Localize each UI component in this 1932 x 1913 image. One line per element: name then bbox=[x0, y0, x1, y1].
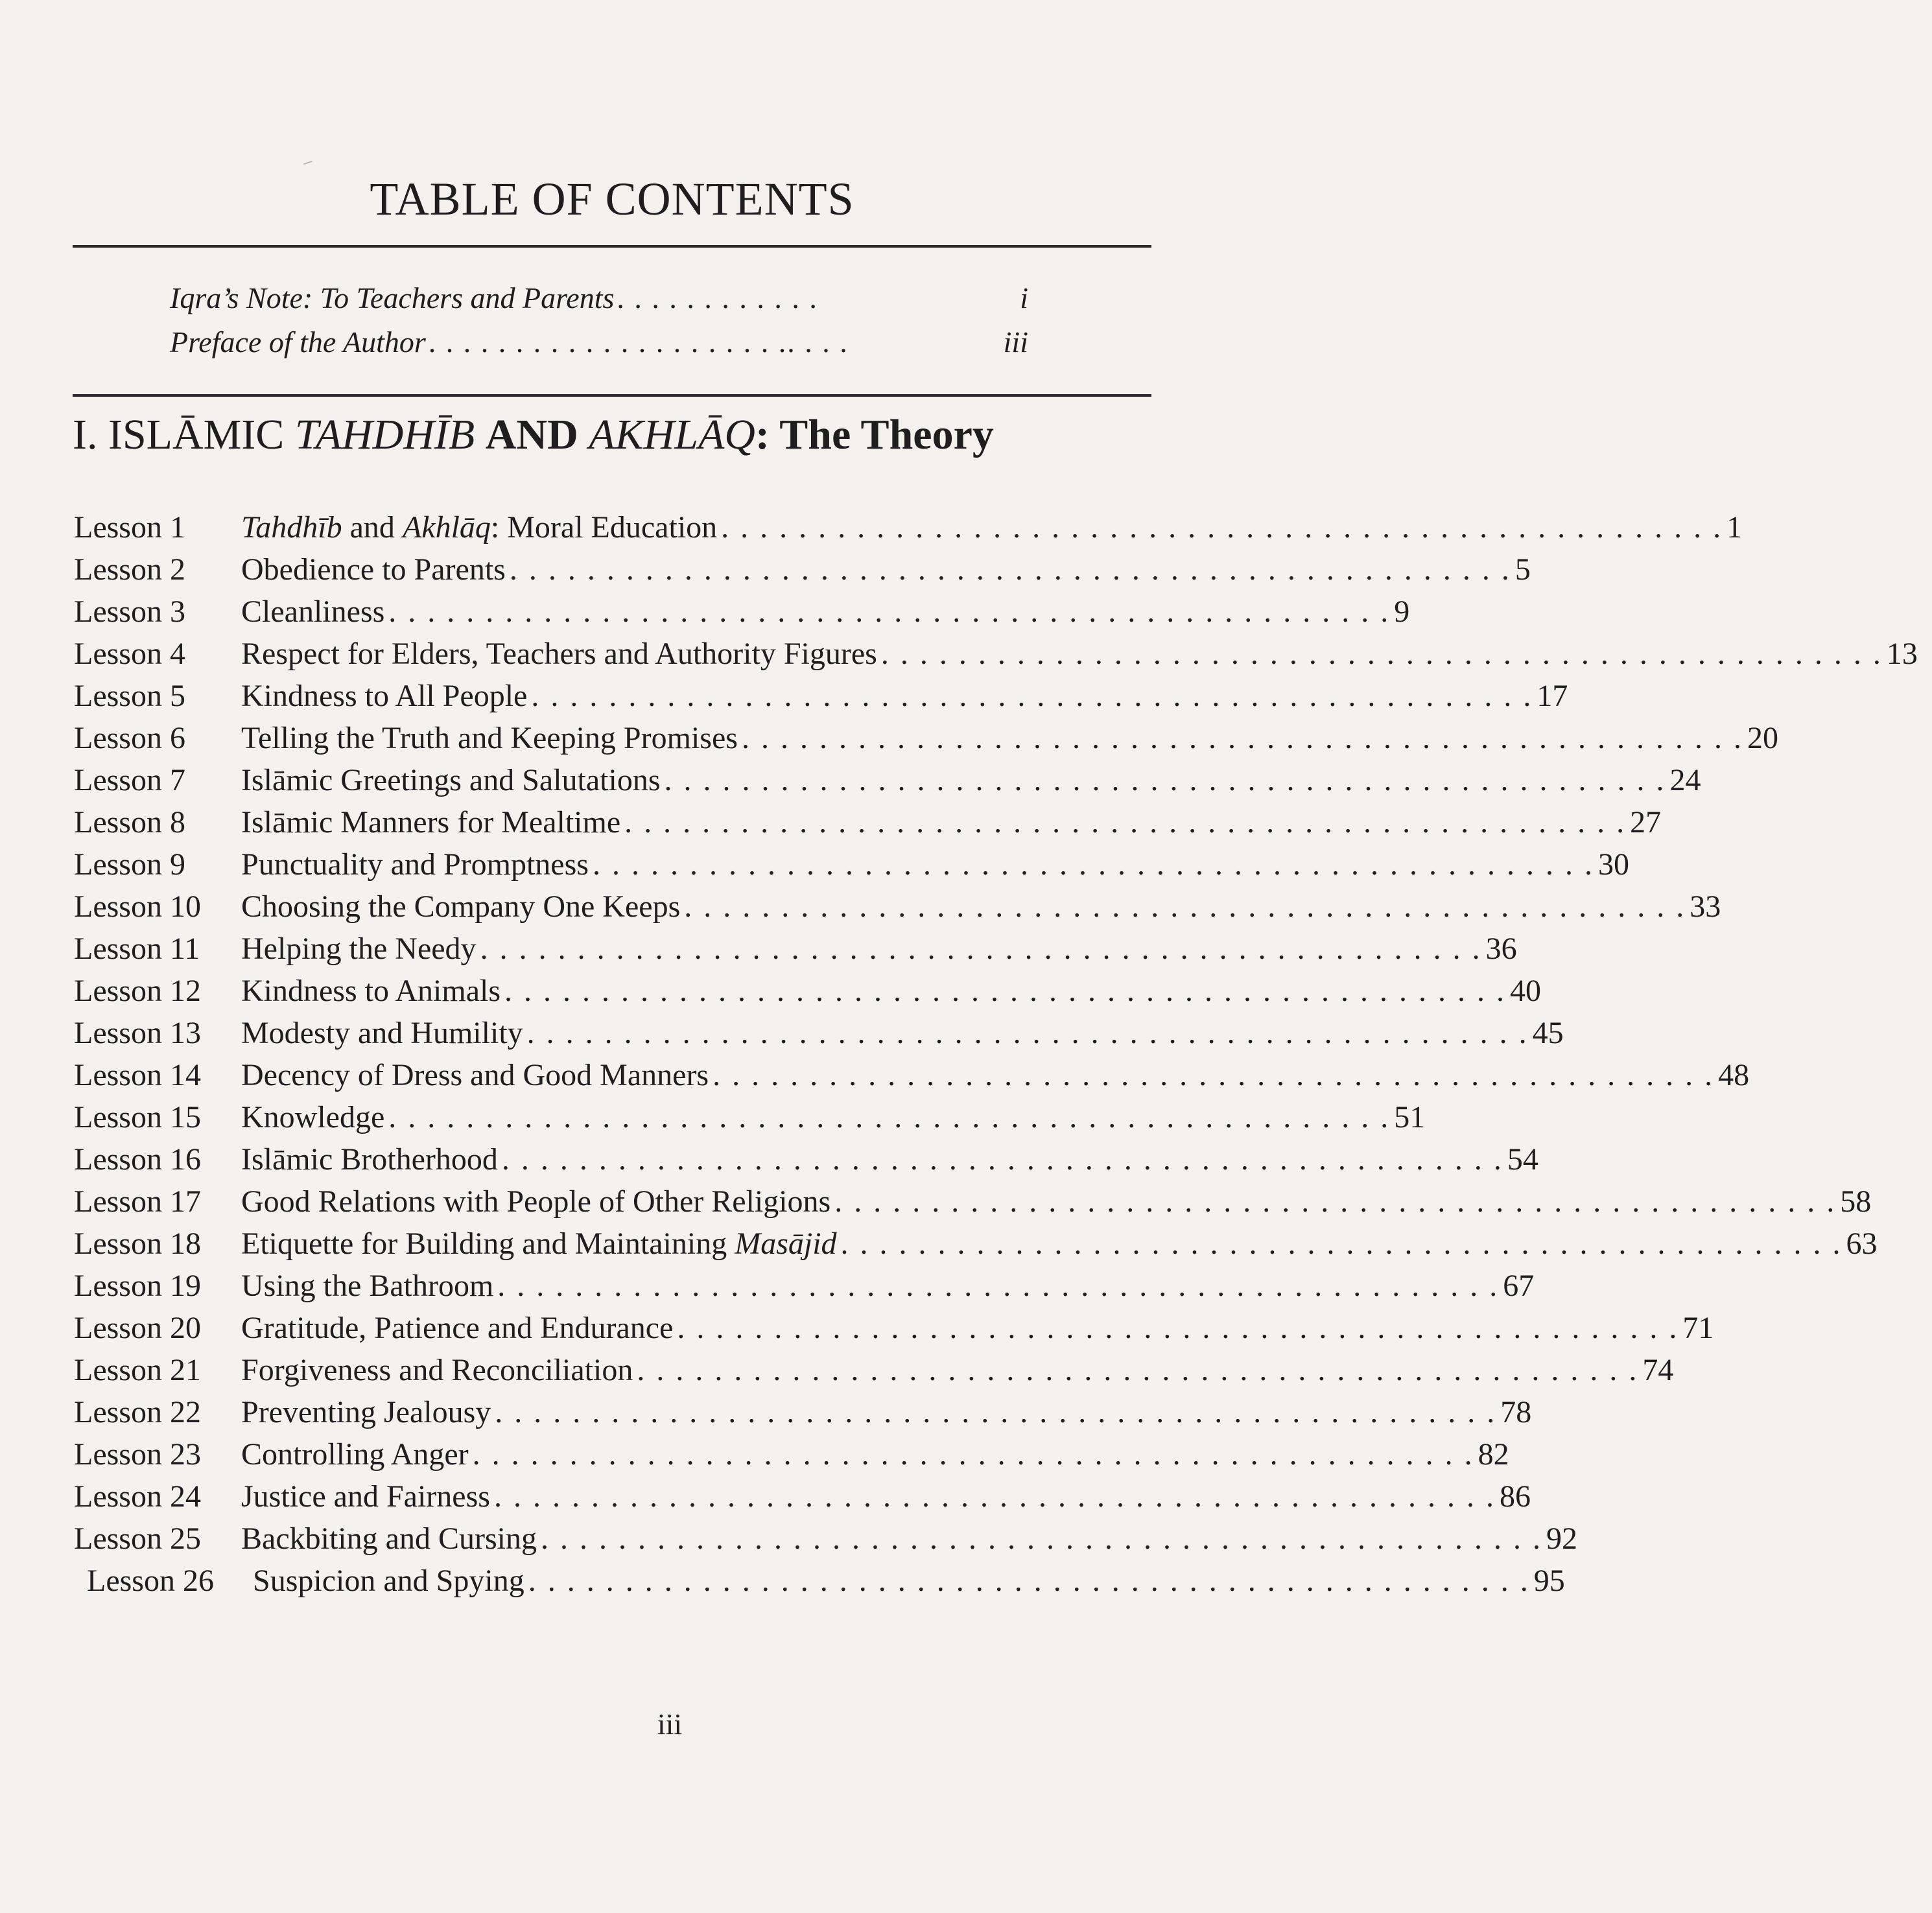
lesson-title-part: Telling the Truth and Keeping Promises bbox=[241, 721, 738, 755]
toc-entry bbox=[74, 844, 1629, 886]
lesson-title-part: Knowledge bbox=[241, 1100, 385, 1134]
paper-speck bbox=[303, 161, 312, 165]
lesson-title-part: Obedience to Parents bbox=[241, 552, 506, 587]
lesson-label: Lesson 8 bbox=[74, 805, 185, 839]
lesson-page-number: 36 bbox=[1485, 932, 1517, 966]
lesson-title-part: Islāmic Brotherhood bbox=[241, 1142, 498, 1177]
dot-leader: . . . . . . . . . . . . . . . . . . . . . . . . . . . . . . . . . . . . . . . . . . . . . . . . . . . . bbox=[531, 679, 1533, 713]
toc-entry bbox=[74, 970, 1542, 1012]
lesson-title bbox=[241, 1013, 523, 1054]
toc-entry bbox=[74, 1392, 1532, 1433]
lesson-title bbox=[241, 1097, 384, 1138]
lesson-page-number: 13 bbox=[1886, 637, 1918, 671]
lesson-title-part: Choosing the Company One Keeps bbox=[241, 889, 681, 924]
section-word-islamic: ISLĀMIC bbox=[108, 411, 285, 458]
lesson-label: Lesson 7 bbox=[74, 763, 185, 797]
lesson-title-part: Cleanliness bbox=[241, 594, 385, 629]
lesson-page-number: 33 bbox=[1690, 889, 1721, 924]
lesson-title-part: Islāmic Manners for Mealtime bbox=[241, 805, 621, 839]
lesson-page-number: 30 bbox=[1597, 847, 1629, 882]
toc-entry bbox=[74, 1476, 1531, 1518]
toc-entry bbox=[74, 1265, 1535, 1307]
lesson-label: Lesson 26 bbox=[87, 1564, 214, 1598]
lesson-label: Lesson 2 bbox=[74, 552, 185, 587]
lesson-page-number: 58 bbox=[1840, 1184, 1872, 1219]
lesson-title bbox=[241, 802, 620, 843]
dot-leader: . . . . . . . . . . . . . . . . . . . . . . . . . . . . . . . . . . . . . . . . . . . . . . . . . . . . bbox=[840, 1226, 1843, 1261]
toc-entry bbox=[74, 928, 1517, 970]
toc-entry bbox=[74, 1055, 1750, 1096]
section-word-tahdhib: TAHDHĪB bbox=[294, 411, 475, 458]
lesson-title bbox=[241, 1223, 837, 1265]
dot-leader: . . . . . . . . . . . . . . . . . . . . . . . . . . . . . . . . . . . . . . . . . . . . . . . . . . . . bbox=[677, 1311, 1679, 1345]
lesson-page-number: 71 bbox=[1682, 1311, 1714, 1345]
dot-leader: . . . . . . . . . . . . . . . . . . . . .. . . . bbox=[428, 325, 849, 358]
section-number: I. bbox=[73, 411, 98, 458]
dot-leader: . . . . . . . . . . . . . . . . . . . . . . . . . . . . . . . . . . . . . . . . . . . . . . . . . . . . bbox=[493, 1479, 1496, 1514]
lesson-title bbox=[241, 1476, 490, 1518]
lesson-page-number: 27 bbox=[1630, 805, 1662, 839]
lesson-title-part: Islāmic Greetings and Salutations bbox=[241, 763, 661, 797]
lesson-page-number: 45 bbox=[1532, 1016, 1564, 1050]
lesson-label: Lesson 14 bbox=[74, 1058, 201, 1092]
lesson-label: Lesson 20 bbox=[74, 1311, 201, 1345]
lesson-title-part: : Moral Education bbox=[490, 510, 718, 545]
front-matter-page: i bbox=[1020, 281, 1028, 314]
lesson-page-number: 1 bbox=[1726, 510, 1743, 545]
dot-leader: . . . . . . . . . . . . . . . . . . . . . . . . . . . . . . . . . . . . . . . . . . . . . . . . . . . . bbox=[501, 1142, 1503, 1177]
lesson-label: Lesson 24 bbox=[74, 1479, 201, 1514]
lesson-page-number: 86 bbox=[1499, 1479, 1531, 1514]
title-rule bbox=[73, 245, 1151, 248]
lesson-title-part: Punctuality and Promptness bbox=[241, 847, 589, 882]
lesson-label: Lesson 15 bbox=[74, 1100, 201, 1134]
lesson-title bbox=[241, 1055, 709, 1096]
lesson-page-number: 48 bbox=[1718, 1058, 1750, 1092]
lesson-label: Lesson 18 bbox=[74, 1226, 201, 1261]
lesson-label: Lesson 23 bbox=[74, 1437, 201, 1472]
section-heading bbox=[73, 408, 994, 462]
lesson-page-number: 51 bbox=[1394, 1100, 1426, 1134]
dot-leader: . . . . . . . . . . . . . . . . . . . . . . . . . . . . . . . . . . . . . . . . . . . . . . . . . . . . bbox=[526, 1016, 1529, 1050]
section-subtitle: : The Theory bbox=[755, 411, 994, 458]
lesson-label: Lesson 5 bbox=[74, 679, 185, 713]
dot-leader: . . . . . . . . . . . . . . . . . . . . . . . . . . . . . . . . . . . . . . . . . . . . . . . . . . . . bbox=[721, 510, 1723, 545]
dot-leader: . . . . . . . . . . . . . . . . . . . . . . . . . . . . . . . . . . . . . . . . . . . . . . . . . . . . bbox=[495, 1395, 1497, 1429]
lesson-page-number: 20 bbox=[1747, 721, 1778, 755]
lesson-title bbox=[241, 1139, 498, 1180]
page-number: iii bbox=[657, 1708, 683, 1741]
lesson-label: Lesson 12 bbox=[74, 974, 201, 1008]
lesson-title-part: Justice and Fairness bbox=[241, 1479, 490, 1514]
lesson-title-part: Etiquette for Building and Maintaining bbox=[241, 1226, 735, 1261]
lesson-title-italic: Tahdhīb bbox=[241, 510, 342, 545]
lesson-title-italic: Masājid bbox=[735, 1226, 837, 1261]
toc-entry bbox=[74, 1223, 1878, 1265]
toc-entry bbox=[74, 760, 1701, 801]
lesson-page-number: 92 bbox=[1546, 1521, 1577, 1556]
lesson-page-number: 24 bbox=[1669, 763, 1701, 797]
toc-entry bbox=[74, 1181, 1872, 1223]
lesson-title-italic: Akhlāq bbox=[402, 510, 491, 545]
dot-leader: . . . . . . . . . . . . . . . . . . . . . . . . . . . . . . . . . . . . . . . . . . . . . . . . . . . . bbox=[480, 932, 1482, 966]
dot-leader: . . . . . . . . . . . . bbox=[617, 281, 818, 314]
lesson-label: Lesson 3 bbox=[74, 594, 185, 629]
lesson-label: Lesson 16 bbox=[74, 1142, 201, 1177]
lesson-page-number: 67 bbox=[1503, 1269, 1535, 1303]
lesson-title-part: Kindness to All People bbox=[241, 679, 528, 713]
lesson-label: Lesson 19 bbox=[74, 1269, 201, 1303]
toc-entry bbox=[74, 802, 1662, 843]
toc-entry bbox=[74, 1308, 1714, 1349]
toc-entry bbox=[87, 1560, 1565, 1602]
lesson-page-number: 17 bbox=[1537, 679, 1568, 713]
lesson-title-part: Suspicion and Spying bbox=[253, 1564, 524, 1598]
lesson-title-part: Gratitude, Patience and Endurance bbox=[241, 1311, 674, 1345]
toc-entry bbox=[74, 1518, 1577, 1560]
lesson-title-part: Decency of Dress and Good Manners bbox=[241, 1058, 709, 1092]
lesson-title-part: Forgiveness and Reconciliation bbox=[241, 1353, 633, 1387]
dot-leader: . . . . . . . . . . . . . . . . . . . . . . . . . . . . . . . . . . . . . . . . . . . . . . . . . . . . bbox=[637, 1353, 1639, 1387]
toc-entry bbox=[74, 507, 1743, 548]
dot-leader: . . . . . . . . . . . . . . . . . . . . . . . . . . . . . . . . . . . . . . . . . . . . . . . . . . . . bbox=[834, 1184, 1837, 1219]
front-matter-page: iii bbox=[1003, 325, 1028, 358]
dot-leader: . . . . . . . . . . . . . . . . . . . . . . . . . . . . . . . . . . . . . . . . . . . . . . . . . . . . bbox=[388, 1100, 1391, 1134]
lesson-title bbox=[253, 1560, 524, 1602]
front-matter-title: Preface of the Author bbox=[170, 325, 426, 358]
dot-leader: . . . . . . . . . . . . . . . . . . . . . . . . . . . . . . . . . . . . . . . . . . . . . . . . . . . . bbox=[624, 805, 1627, 839]
dot-leader: . . . . . . . . . . . . . . . . . . . . . . . . . . . . . . . . . . . . . . . . . . . . . . . . . . . . bbox=[472, 1437, 1474, 1472]
lesson-page-number: 9 bbox=[1394, 594, 1410, 629]
dot-leader: . . . . . . . . . . . . . . . . . . . . . . . . . . . . . . . . . . . . . . . . . . . . . . . . . . . . bbox=[509, 552, 1511, 587]
front-matter-entry bbox=[170, 324, 1032, 360]
lesson-label: Lesson 11 bbox=[74, 932, 200, 966]
toc-entry bbox=[74, 591, 1410, 633]
lesson-title-part: Modesty and Humility bbox=[241, 1016, 523, 1050]
toc-entry bbox=[74, 1097, 1426, 1138]
toc-entry bbox=[74, 1350, 1674, 1391]
lesson-title-part: Kindness to Animals bbox=[241, 974, 501, 1008]
lesson-page-number: 40 bbox=[1510, 974, 1542, 1008]
toc-entry bbox=[74, 886, 1721, 928]
lesson-title bbox=[241, 507, 717, 548]
dot-leader: . . . . . . . . . . . . . . . . . . . . . . . . . . . . . . . . . . . . . . . . . . . . . . . . . . . . bbox=[528, 1564, 1530, 1598]
lesson-title-part: Using the Bathroom bbox=[241, 1269, 494, 1303]
lesson-page-number: 5 bbox=[1514, 552, 1531, 587]
lesson-label: Lesson 22 bbox=[74, 1395, 201, 1429]
lesson-title bbox=[241, 1434, 469, 1475]
lesson-title bbox=[241, 633, 877, 675]
lesson-title bbox=[241, 970, 501, 1012]
lesson-title-part: Controlling Anger bbox=[241, 1437, 469, 1472]
dot-leader: . . . . . . . . . . . . . . . . . . . . . . . . . . . . . . . . . . . . . . . . . . . . . . . . . . . . bbox=[504, 974, 1507, 1008]
lesson-label: Lesson 9 bbox=[74, 847, 185, 882]
section-rule bbox=[73, 394, 1151, 397]
lesson-title bbox=[241, 675, 527, 717]
lesson-title bbox=[241, 844, 589, 886]
dot-leader: . . . . . . . . . . . . . . . . . . . . . . . . . . . . . . . . . . . . . . . . . . . . . . . . . . . . bbox=[592, 847, 1594, 882]
dot-leader: . . . . . . . . . . . . . . . . . . . . . . . . . . . . . . . . . . . . . . . . . . . . . . . . . . . . bbox=[713, 1058, 1715, 1092]
toc-entry bbox=[74, 549, 1531, 591]
lesson-title bbox=[241, 1308, 673, 1349]
lesson-title bbox=[241, 549, 506, 591]
toc-entry bbox=[74, 1013, 1564, 1054]
lesson-title bbox=[241, 1350, 633, 1391]
lesson-title bbox=[241, 1181, 831, 1223]
lesson-page-number: 54 bbox=[1507, 1142, 1538, 1177]
lesson-label: Lesson 21 bbox=[74, 1353, 201, 1387]
lesson-title bbox=[241, 591, 384, 633]
toc-entry bbox=[74, 633, 1918, 675]
lesson-title-part: Preventing Jealousy bbox=[241, 1395, 491, 1429]
dot-leader: . . . . . . . . . . . . . . . . . . . . . . . . . . . . . . . . . . . . . . . . . . . . . . . . . . . . bbox=[880, 637, 1883, 671]
lesson-page-number: 63 bbox=[1846, 1226, 1878, 1261]
lesson-page-number: 82 bbox=[1478, 1437, 1509, 1472]
dot-leader: . . . . . . . . . . . . . . . . . . . . . . . . . . . . . . . . . . . . . . . . . . . . . . . . . . . . bbox=[684, 889, 1686, 924]
page-title: TABLE OF CONTENTS bbox=[370, 173, 854, 225]
front-matter-entry bbox=[170, 280, 1032, 316]
lesson-label: Lesson 25 bbox=[74, 1521, 201, 1556]
lesson-title-part: Helping the Needy bbox=[241, 932, 477, 966]
lesson-title-part: Good Relations with People of Other Religions bbox=[241, 1184, 831, 1219]
lesson-title bbox=[241, 1265, 493, 1307]
dot-leader: . . . . . . . . . . . . . . . . . . . . . . . . . . . . . . . . . . . . . . . . . . . . . . . . . . . . bbox=[388, 594, 1391, 629]
lesson-title-part: Backbiting and Cursing bbox=[241, 1521, 537, 1556]
lesson-label: Lesson 6 bbox=[74, 721, 185, 755]
dot-leader: . . . . . . . . . . . . . . . . . . . . . . . . . . . . . . . . . . . . . . . . . . . . . . . . . . . . bbox=[540, 1521, 1542, 1556]
toc-entry bbox=[74, 1139, 1538, 1180]
toc-entry bbox=[74, 675, 1568, 717]
lesson-title bbox=[241, 718, 738, 759]
lesson-title bbox=[241, 928, 477, 970]
dot-leader: . . . . . . . . . . . . . . . . . . . . . . . . . . . . . . . . . . . . . . . . . . . . . . . . . . . . bbox=[497, 1269, 1500, 1303]
toc-entry bbox=[74, 1434, 1509, 1475]
section-word-akhlaq: AKHLĀQ bbox=[589, 411, 755, 458]
lesson-label: Lesson 17 bbox=[74, 1184, 201, 1219]
lesson-page-number: 95 bbox=[1533, 1564, 1565, 1598]
dot-leader: . . . . . . . . . . . . . . . . . . . . . . . . . . . . . . . . . . . . . . . . . . . . . . . . . . . . bbox=[741, 721, 1743, 755]
lesson-title-part: Respect for Elders, Teachers and Authority Figures bbox=[241, 637, 877, 671]
lesson-label: Lesson 4 bbox=[74, 637, 185, 671]
lesson-label: Lesson 1 bbox=[74, 510, 185, 545]
toc-entry bbox=[74, 718, 1778, 759]
front-matter-title: Iqra’s Note: To Teachers and Parents bbox=[170, 281, 615, 314]
section-word-and: AND bbox=[485, 411, 578, 458]
lesson-page-number: 78 bbox=[1500, 1395, 1532, 1429]
dot-leader: . . . . . . . . . . . . . . . . . . . . . . . . . . . . . . . . . . . . . . . . . . . . . . . . . . . . bbox=[664, 763, 1666, 797]
lesson-title-part: and bbox=[342, 510, 403, 545]
lesson-title bbox=[241, 760, 661, 801]
lesson-label: Lesson 13 bbox=[74, 1016, 201, 1050]
lesson-label: Lesson 10 bbox=[74, 889, 201, 924]
lesson-title bbox=[241, 1392, 491, 1433]
lesson-title bbox=[241, 886, 680, 928]
lesson-title bbox=[241, 1518, 537, 1560]
lesson-page-number: 74 bbox=[1642, 1353, 1674, 1387]
